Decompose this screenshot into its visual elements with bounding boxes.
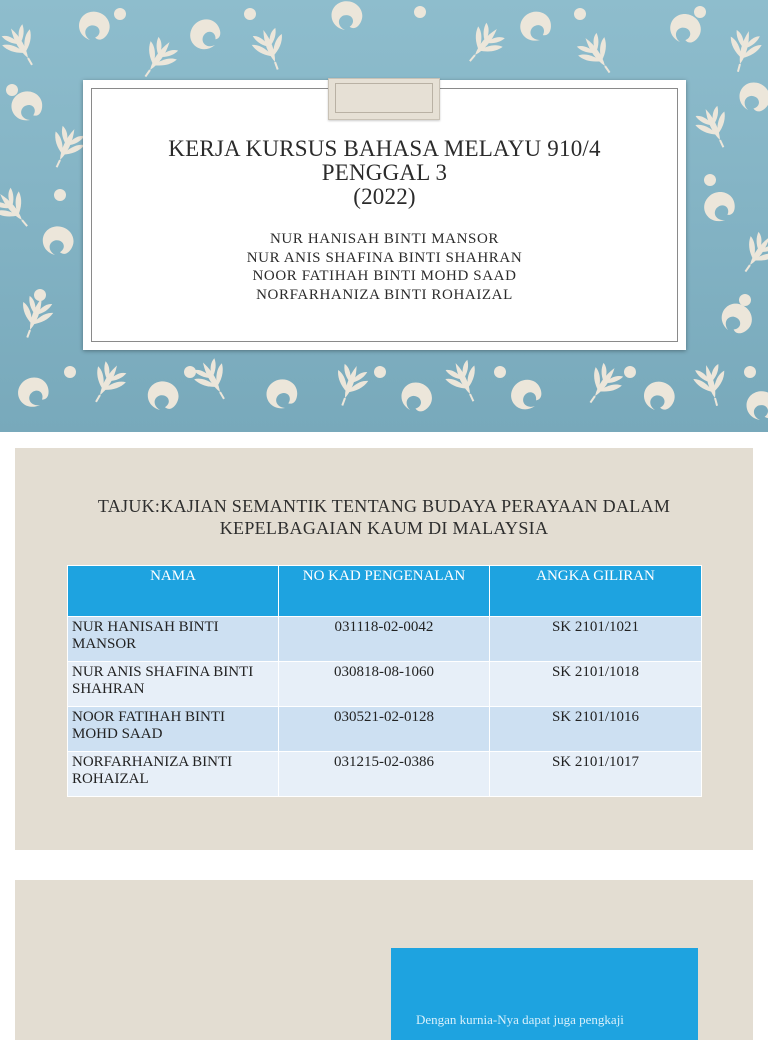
preface-text: Dengan kurnia-Nya dapat juga pengkaji (416, 1012, 624, 1027)
table-row (68, 752, 702, 797)
cell-name: NUR ANIS SHAFINA BINTI SHAHRAN (68, 662, 279, 707)
cell-ic: 030818-08-1060 (279, 662, 490, 707)
cell-name: NORFARHANIZA BINTI ROHAIZAL (68, 752, 279, 797)
preface-text-box (391, 948, 698, 1040)
cell-name: NOOR FATIHAH BINTI MOHD SAAD (68, 707, 279, 752)
table-row (68, 617, 702, 662)
topic-heading-line: KEPELBAGAIAN KAUM DI MALAYSIA (219, 518, 549, 538)
members-table (67, 565, 702, 797)
cover-title-card (83, 80, 686, 350)
column-header-name: NAMA (68, 566, 279, 617)
cell-roll: SK 2101/1016 (490, 707, 702, 752)
table-row (68, 662, 702, 707)
cell-name: NUR HANISAH BINTI MANSOR (68, 617, 279, 662)
cell-ic: 031215-02-0386 (279, 752, 490, 797)
cell-roll: SK 2101/1021 (490, 617, 702, 662)
column-header-ic: NO KAD PENGENALAN (279, 566, 490, 617)
cell-ic: 030521-02-0128 (279, 707, 490, 752)
cover-title-line: PENGGAL 3 (321, 160, 448, 185)
cover-author-name: NUR ANIS SHAFINA BINTI SHAHRAN (246, 249, 523, 266)
cell-ic: 031118-02-0042 (279, 617, 490, 662)
table-header-row (68, 566, 702, 617)
cover-title-line: (2022) (353, 184, 416, 209)
topic-heading-line: TAJUK:KAJIAN SEMANTIK TENTANG BUDAYA PERAYAAN DALAM (97, 496, 671, 516)
cover-author-name: NOOR FATIHAH BINTI MOHD SAAD (252, 268, 517, 284)
preface-slide (15, 880, 753, 1040)
cover-author-name: NORFARHANIZA BINTI ROHAIZAL (256, 286, 513, 303)
table-row (68, 707, 702, 752)
cover-author-list (83, 230, 686, 304)
cell-roll: SK 2101/1017 (490, 752, 702, 797)
topic-heading (15, 495, 753, 539)
cover-title (83, 137, 686, 209)
cover-author-name: NUR HANISAH BINTI MANSOR (270, 231, 499, 247)
column-header-roll: ANGKA GILIRAN (490, 566, 702, 617)
cover-slide (0, 0, 768, 432)
cell-roll: SK 2101/1018 (490, 662, 702, 707)
cover-decorative-tab (328, 78, 440, 120)
cover-title-line: KERJA KURSUS BAHASA MELAYU 910/4 (168, 136, 601, 161)
members-slide (15, 448, 753, 850)
